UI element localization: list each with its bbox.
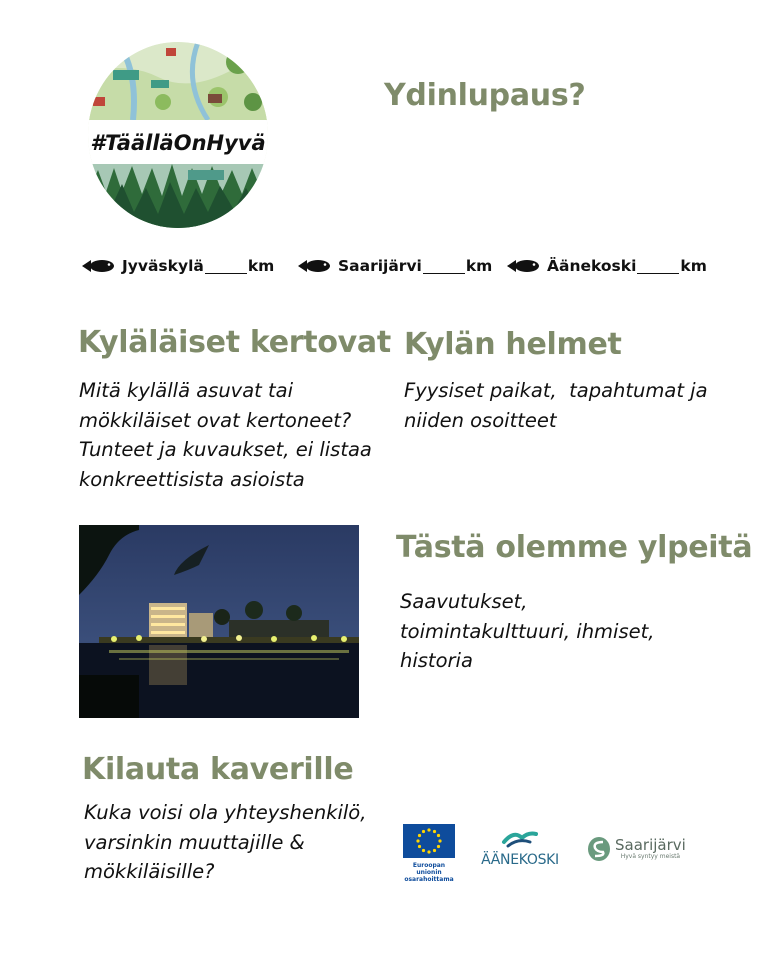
eu-line-1: Euroopan unionin [412,862,446,876]
text-line: Fyysiset paikat, tapahtumat ja [404,379,708,402]
eu-flag-icon [403,824,455,858]
distance-place: Äänekoski [547,257,637,275]
saarijarvi-tagline: Hyvä syntyy meistä [620,853,681,860]
saarijarvi-logo [587,836,707,862]
distance-jyvaskyla [82,257,274,275]
distance-unit: km [680,257,707,275]
heading-ylpeita: Tästä olemme ylpeitä [396,530,753,565]
aanekoski-name: ÄÄNEKOSKI [481,852,559,868]
text-line: Tunteet ja kuvaukset, ei listaa [79,438,372,461]
text-kylalaiset [79,376,379,494]
night-lake-photo [79,525,359,718]
text-kilauta [84,798,384,887]
text-helmet [404,376,724,435]
s-leaf-icon [587,836,611,862]
text-line: mökkiläiset ovat kertoneet? [79,408,352,432]
saarijarvi-name: Saarijärvi [615,836,686,854]
photo-image [79,525,359,718]
distance-blank [637,259,679,274]
eu-logo [403,824,457,883]
fish-icon [507,258,543,274]
text-line: varsinkin muuttajille & [84,830,305,854]
text-line: mökkiläisille? [84,860,215,883]
eu-line-2: osarahoittama [404,876,454,883]
distance-blank [205,259,247,274]
taallaonhyva-logo [88,42,268,228]
distance-unit: km [465,257,493,275]
heading-kilauta: Kilauta kaverille [82,752,354,787]
distance-unit: km [247,257,275,275]
text-line: toimintakulttuuri, ihmiset, [400,619,655,643]
wave-icon [500,828,540,848]
heading-helmet: Kylän helmet [404,327,622,362]
aanekoski-logo [476,828,564,868]
distance-place: Jyväskylä [122,257,204,275]
hashtag-text: #TäälläOnHyvä [90,131,266,155]
distance-saarijarvi [298,257,492,275]
text-line: Mitä kylällä asuvat tai [79,379,294,402]
heading-kylalaiset: Kyläläiset kertovat [78,325,391,360]
fish-icon [82,258,118,274]
text-line: Saavutukset, [400,590,528,613]
distance-blank [423,259,465,274]
distance-aanekoski [507,257,707,275]
text-ylpeita [400,587,720,676]
page-title: Ydinlupaus? [384,78,586,113]
distance-place: Saarijärvi [338,257,422,275]
landscape-illustration [88,42,268,228]
text-line: historia [400,649,473,672]
text-line: Kuka voisi ola yhteyshenkilö, [84,801,367,824]
fish-icon [298,258,334,274]
text-line: niiden osoitteet [404,408,557,432]
text-line: konkreettisista asioista [79,467,305,491]
